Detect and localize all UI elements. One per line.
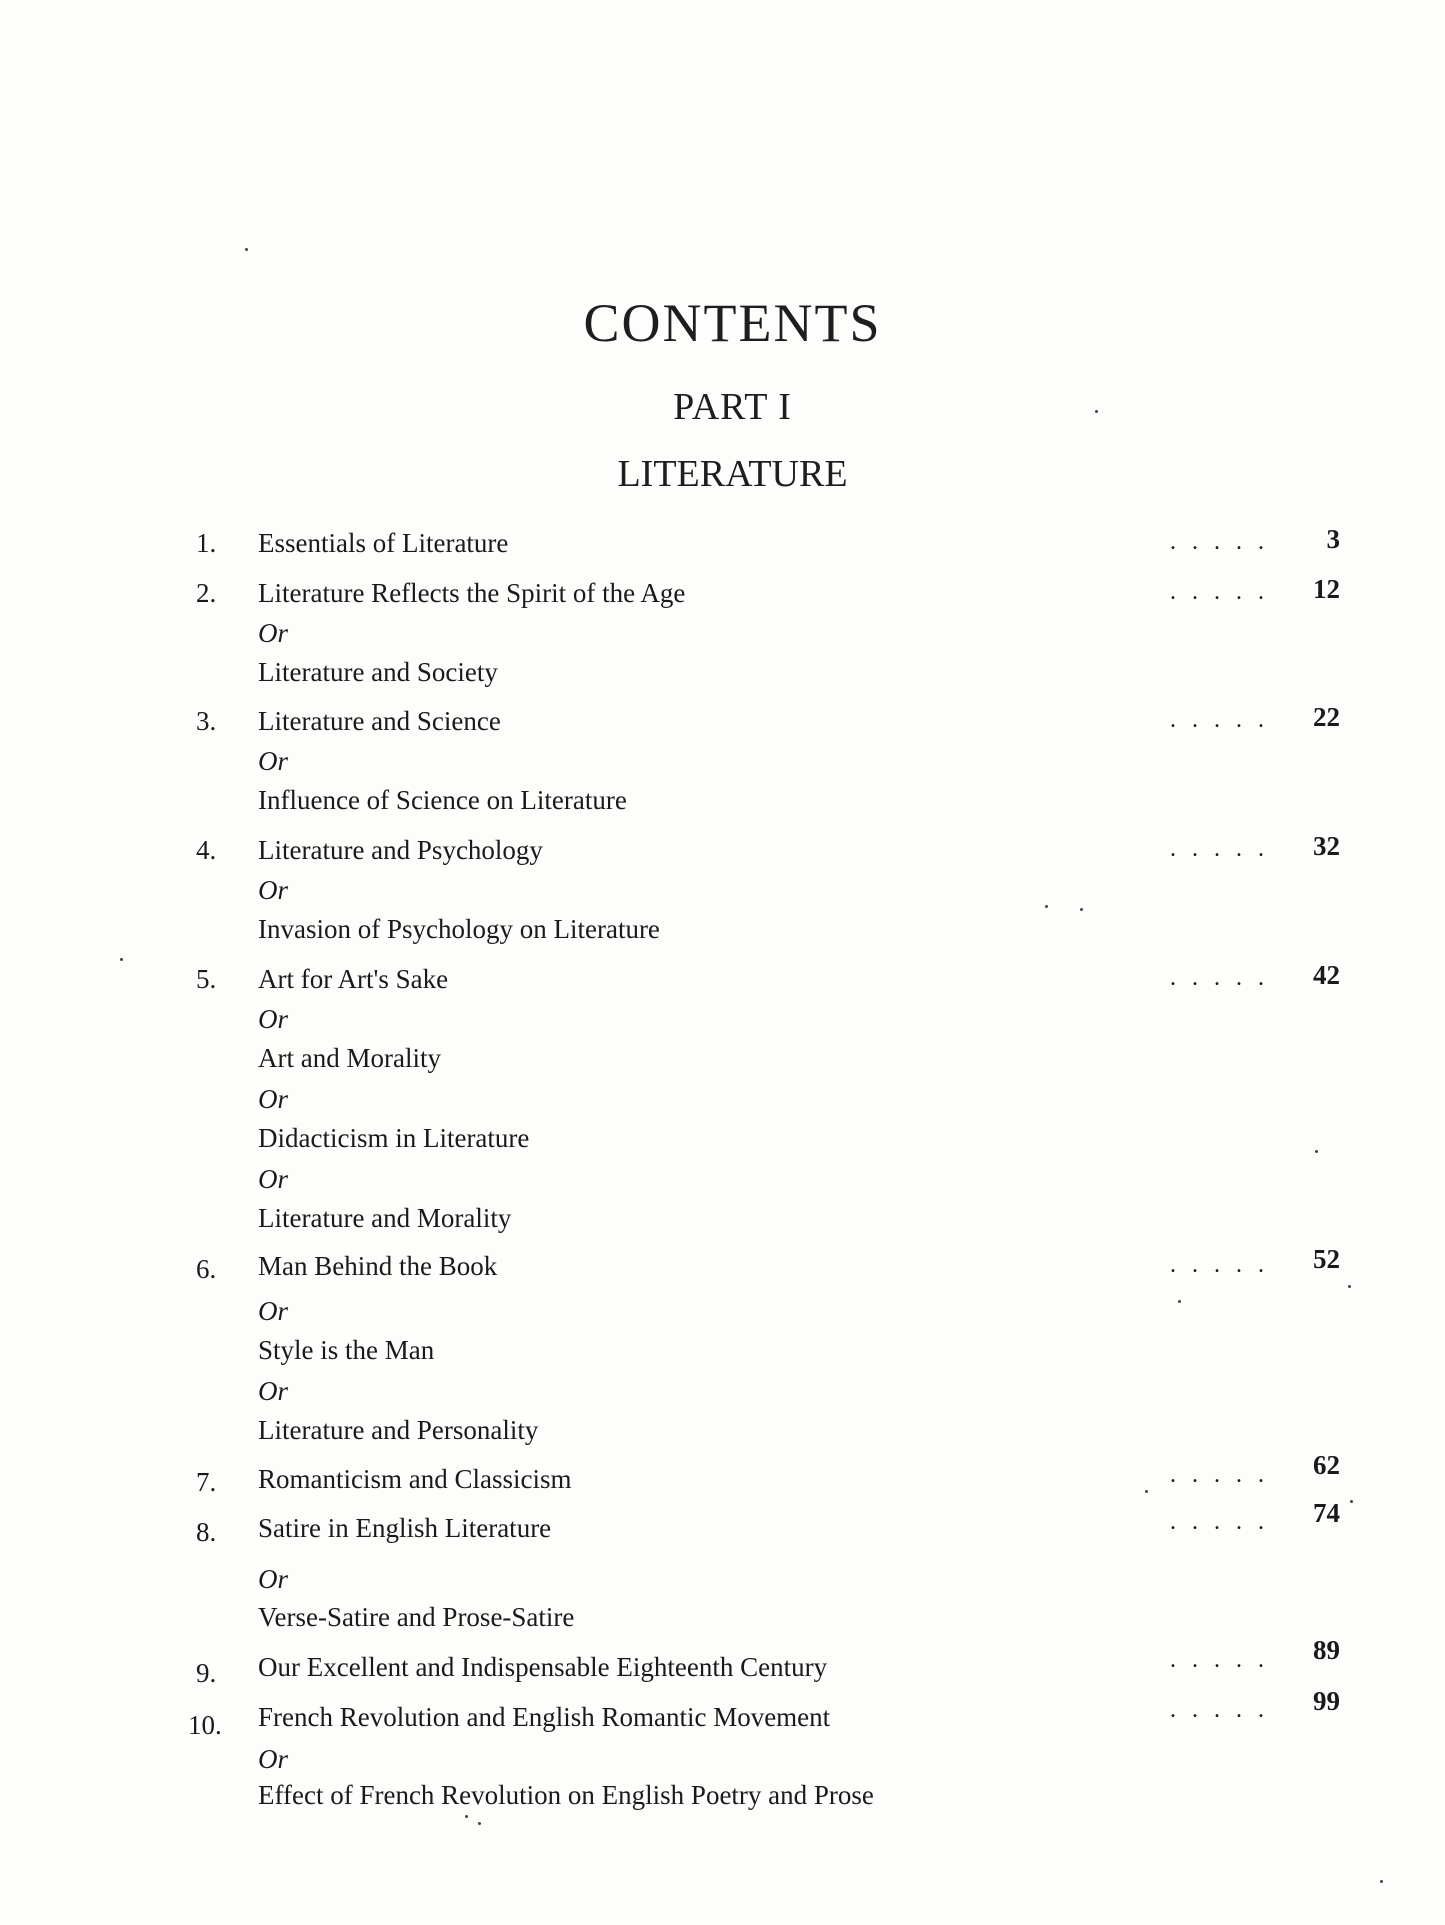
- scan-speck: [1145, 1490, 1148, 1493]
- scan-speck: [478, 1822, 481, 1825]
- entry-number: 8.: [196, 1517, 217, 1547]
- page-title: CONTENTS: [583, 293, 882, 353]
- page-number: 42: [1313, 960, 1340, 990]
- page-number: 74: [1313, 1498, 1340, 1528]
- entry-title: Satire in English Literature: [258, 1513, 552, 1543]
- or-separator: Or: [258, 1084, 289, 1114]
- leader-dots: . . . . .: [1170, 707, 1269, 733]
- entry-number: 5.: [196, 964, 217, 994]
- alternate-title: Effect of French Revolution on English Poetry and Prose: [258, 1780, 874, 1810]
- or-separator: Or: [258, 1296, 289, 1326]
- alternate-title: Literature and Society: [258, 657, 498, 687]
- page-number: 22: [1313, 702, 1340, 732]
- scan-speck: [1350, 1500, 1353, 1503]
- entry-title: Art for Art's Sake: [258, 964, 449, 994]
- or-separator: Or: [258, 1004, 289, 1034]
- or-separator: Or: [258, 1564, 289, 1594]
- entry-number: 3.: [196, 706, 217, 736]
- leader-dots: . . . . .: [1170, 1462, 1269, 1488]
- part-heading: PART I: [673, 386, 792, 428]
- scan-speck: [1178, 1300, 1181, 1303]
- entry-number: 10.: [188, 1710, 222, 1740]
- entry-title: French Revolution and English Romantic Movement: [258, 1702, 831, 1732]
- leader-dots: . . . . .: [1170, 1509, 1269, 1535]
- page-number: 62: [1313, 1450, 1340, 1480]
- entry-number: 2.: [196, 578, 217, 608]
- page-number: 32: [1313, 831, 1340, 861]
- entry-title: Our Excellent and Indispensable Eighteenth Century: [258, 1652, 828, 1682]
- leader-dots: . . . . .: [1170, 1647, 1269, 1673]
- entry-title: Essentials of Literature: [258, 528, 509, 558]
- alternate-title: Art and Morality: [258, 1043, 441, 1073]
- scan-speck: [1380, 1880, 1383, 1883]
- entry-number: 9.: [196, 1658, 217, 1688]
- entry-number: 6.: [196, 1254, 217, 1284]
- alternate-title: Invasion of Psychology on Literature: [258, 914, 660, 944]
- alternate-title: Verse-Satire and Prose-Satire: [258, 1602, 575, 1632]
- page-number: 99: [1313, 1686, 1340, 1716]
- alternate-title: Influence of Science on Literature: [258, 785, 627, 815]
- leader-dots: . . . . .: [1170, 579, 1269, 605]
- leader-dots: . . . . .: [1170, 965, 1269, 991]
- scan-speck: [245, 248, 248, 251]
- scan-speck: [1045, 905, 1048, 908]
- or-separator: Or: [258, 618, 289, 648]
- or-separator: Or: [258, 1376, 289, 1406]
- entry-title: Romanticism and Classicism: [258, 1464, 572, 1494]
- page-number: 3: [1326, 524, 1340, 554]
- entry-title: Man Behind the Book: [258, 1251, 498, 1281]
- entry-number: 1.: [196, 528, 217, 558]
- entry-title: Literature Reflects the Spirit of the Age: [258, 578, 686, 608]
- page-number: 12: [1313, 574, 1340, 604]
- entry-number: 4.: [196, 835, 217, 865]
- entry-title: Literature and Psychology: [258, 835, 543, 865]
- entry-title: Literature and Science: [258, 706, 501, 736]
- scan-speck: [1095, 410, 1098, 413]
- entry-number: 7.: [196, 1467, 217, 1497]
- or-separator: Or: [258, 875, 289, 905]
- alternate-title: Didacticism in Literature: [258, 1123, 530, 1153]
- alternate-title: Literature and Personality: [258, 1415, 539, 1445]
- scan-speck: [1315, 1150, 1318, 1153]
- leader-dots: . . . . .: [1170, 836, 1269, 862]
- page-number: 52: [1313, 1244, 1340, 1274]
- section-heading: LITERATURE: [617, 453, 848, 495]
- scan-speck: [120, 958, 123, 961]
- leader-dots: . . . . .: [1170, 1252, 1269, 1278]
- or-separator: Or: [258, 1744, 289, 1774]
- scan-speck: [1080, 908, 1083, 911]
- leader-dots: . . . . .: [1170, 529, 1269, 555]
- page-number: 89: [1313, 1635, 1340, 1665]
- alternate-title: Style is the Man: [258, 1335, 435, 1365]
- scan-speck: [465, 1815, 468, 1818]
- or-separator: Or: [258, 746, 289, 776]
- or-separator: Or: [258, 1164, 289, 1194]
- alternate-title: Literature and Morality: [258, 1203, 512, 1233]
- leader-dots: . . . . .: [1170, 1697, 1269, 1723]
- scan-speck: [1348, 1285, 1351, 1288]
